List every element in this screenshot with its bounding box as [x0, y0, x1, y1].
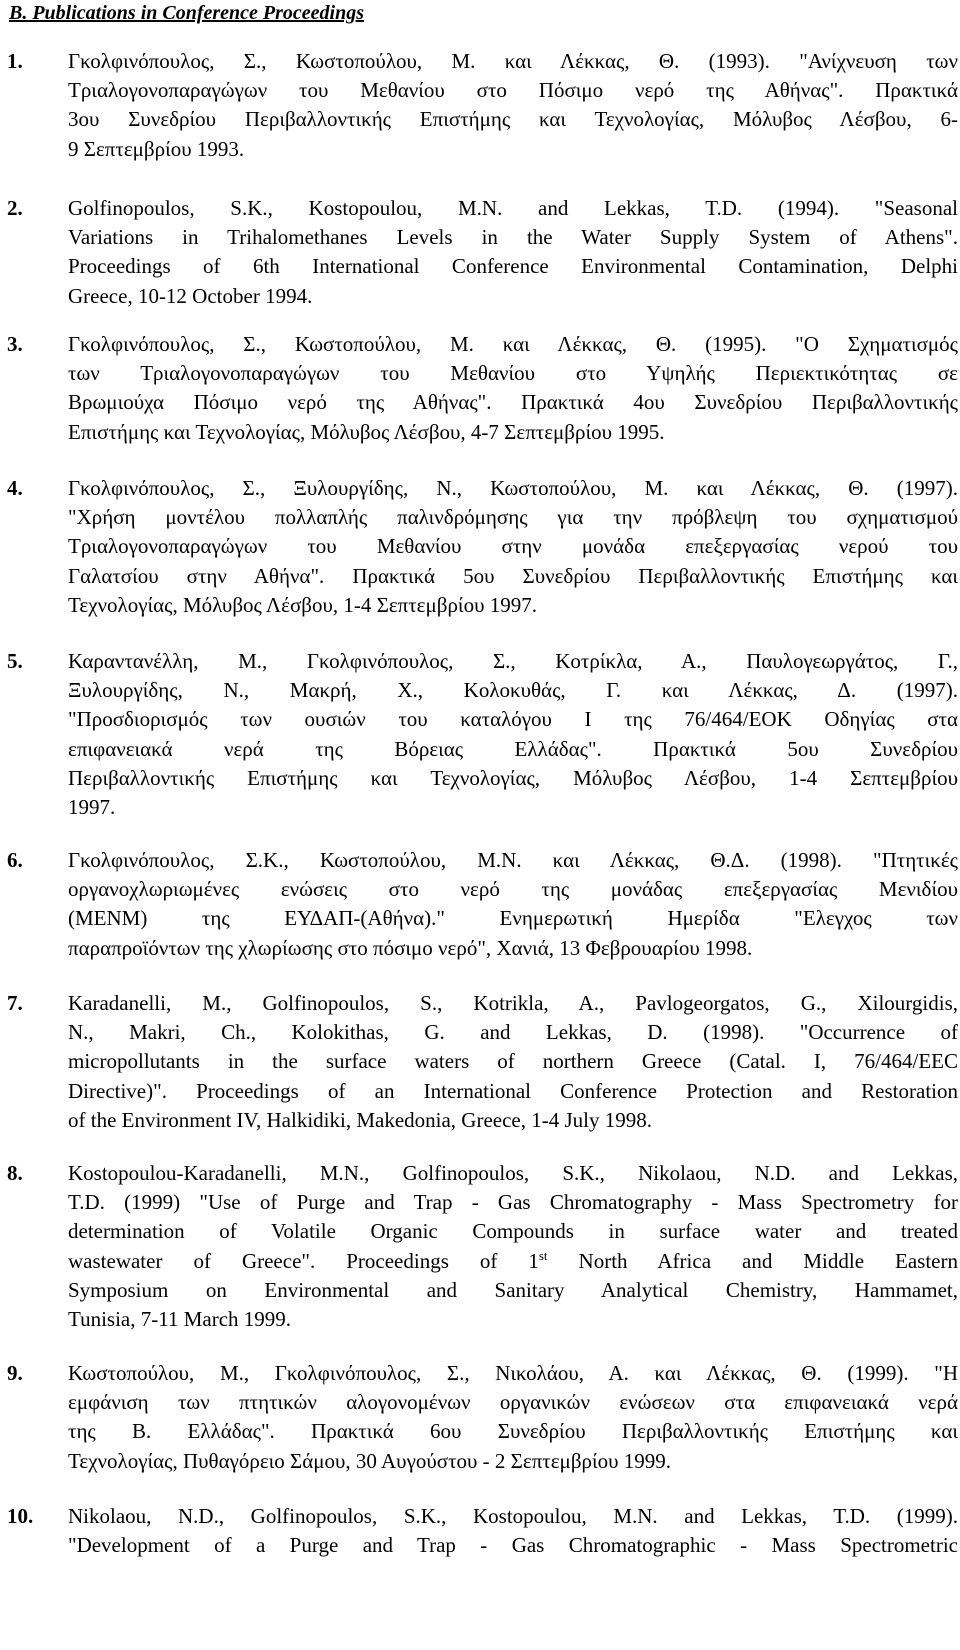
entry-line: Variations in Trihalomethanes Levels in the Water Supply System of Athens".: [68, 225, 958, 250]
entry-line: οργανοχλωριωμένες ενώσεις στο νερό της μονάδας επεξεργασίας Μενιδίου: [68, 877, 958, 902]
entry-line: Symposium on Environmental and Sanitary Analytical Chemistry, Hammamet,: [68, 1277, 958, 1302]
entry-line: Γκολφινόπουλος, Σ.Κ., Κωστοπούλου, Μ.Ν. και Λέκκας, Θ.Δ. (1998). "Πτητικές: [68, 848, 958, 872]
entry-line: Τεχνολογίας, Μόλυβος Λέσβου, 1-4 Σεπτεμβρίου 1997.: [68, 592, 537, 617]
entry-number: 1.: [7, 49, 23, 73]
entry-line: of the Environment IV, Halkidiki, Makedonia, Greece, 1-4 July 1998.: [68, 1107, 652, 1132]
entry-line: 9 Σεπτεμβρίου 1993.: [68, 136, 245, 161]
entry-line: 1997.: [68, 794, 116, 819]
entry-line: Tunisia, 7-11 March 1999.: [68, 1306, 292, 1331]
entry-line: Greece, 10-12 October 1994.: [68, 283, 313, 308]
entry-line: Επιστήμης και Τεχνολογίας, Μόλυβος Λέσβου, 4-7 Σεπτεμβρίου 1995.: [68, 419, 665, 444]
entry-line: "Προσδιορισμός των ουσιών του καταλόγου Ι της 76/464/ΕΟΚ Οδηγίας στα: [68, 707, 958, 732]
entry-line: Τριαλογονοπαραγώγων του Μεθανίου στο Πόσιμο νερό της Αθήνας". Πρακτικά: [68, 78, 958, 103]
entry-text: [68, 1502, 958, 1560]
entry-line: Περιβαλλοντικής Επιστήμης και Τεχνολογίας, Μόλυβος Λέσβου, 1-4 Σεπτεμβρίου: [68, 765, 958, 790]
entry-line: Directive)". Proceedings of an International Conference Protection and Restoration: [68, 1078, 958, 1103]
entry-number: 6.: [7, 848, 23, 872]
entry-line: Golfinopoulos, S.K., Kostopoulou, M.N. and Lekkas, T.D. (1994). "Seasonal: [68, 196, 958, 220]
entry-line: επιφανειακά νερά της Βόρειας Ελλάδας". Πρακτικά 5ου Συνεδρίου: [68, 736, 958, 761]
entry-number: 7.: [7, 991, 23, 1015]
entry-line: determination of Volatile Organic Compounds in surface water and treated: [68, 1219, 958, 1244]
entry-number: 5.: [7, 649, 23, 673]
entry-number: 4.: [7, 476, 23, 500]
entry-number: 3.: [7, 332, 23, 356]
entry-line: T.D. (1999) "Use of Purge and Trap - Gas Chromatography - Mass Spectrometry for: [68, 1190, 958, 1215]
entry-line: Ξυλουργίδης, Ν., Μακρή, Χ., Κολοκυθάς, Γ. και Λέκκας, Δ. (1997).: [68, 678, 958, 703]
entry-line: Γκολφινόπουλος, Σ., Κωστοπούλου, Μ. και Λέκκας, Θ. (1995). "Ο Σχηματισμός: [68, 332, 958, 356]
entry-line: Γκολφινόπουλος, Σ., Κωστοπούλου, Μ. και Λέκκας, Θ. (1993). "Ανίχνευση των: [68, 49, 958, 73]
entry-line: (ΜΕΝΜ) της ΕΥΔΑΠ-(Αθήνα)." Ενημερωτική Ημερίδα "Ελεγχος των: [68, 906, 958, 931]
entry-line: micropollutants in the surface waters of northern Greece (Catal. I, 76/464/EEC: [68, 1049, 958, 1074]
entry-text: [68, 1359, 958, 1476]
entry-number: 8.: [7, 1161, 23, 1185]
entry-line: της Β. Ελλάδας". Πρακτικά 6ου Συνεδρίου Περιβαλλοντικής Επιστήμης και: [68, 1419, 958, 1444]
entry-line: Κωστοπούλου, Μ., Γκολφινόπουλος, Σ., Νικολάου, Α. και Λέκκας, Θ. (1999). "Η: [68, 1361, 958, 1385]
entry-line: παραπροϊόντων της χλωρίωσης στο πόσιμο νερό", Χανιά, 13 Φεβρουαρίου 1998.: [68, 935, 753, 960]
entry-line: Γκολφινόπουλος, Σ., Ξυλουργίδης, Ν., Κωστοπούλου, Μ. και Λέκκας, Θ. (1997).: [68, 476, 958, 500]
entry-line: wastewater of Greece". Proceedings of 1st North Africa and Middle Eastern: [68, 1247, 958, 1273]
entry-text: [68, 647, 958, 822]
entry-line: N., Makri, Ch., Kolokithas, G. and Lekkas, D. (1998). "Occurrence of: [68, 1020, 958, 1045]
entry-line: Proceedings of 6th International Conference Environmental Contamination, Delphi: [68, 254, 958, 279]
entry-text: [68, 330, 958, 447]
entry-number: 9.: [7, 1361, 23, 1385]
entry-line: των Τριαλογονοπαραγώγων του Μεθανίου στο Υψηλής Περιεκτικότητας σε: [68, 361, 958, 386]
entry-number: 2.: [7, 196, 23, 220]
entry-text: [68, 1159, 958, 1334]
entry-line: Τριαλογονοπαραγώγων του Μεθανίου στην μονάδα επεξεργασίας νερού του: [68, 534, 958, 559]
entry-line: 3ου Συνεδρίου Περιβαλλοντικής Επιστήμης και Τεχνολογίας, Μόλυβος Λέσβου, 6-: [68, 107, 958, 132]
entry-text: [68, 846, 958, 963]
entry-line: Kostopoulou-Karadanelli, M.N., Golfinopoulos, S.K., Nikolaou, N.D. and Lekkas,: [68, 1161, 958, 1185]
entry-line: Καραντανέλλη, Μ., Γκολφινόπουλος, Σ., Κοτρίκλα, Α., Παυλογεωργάτος, Γ.,: [68, 649, 958, 673]
entry-text: [68, 474, 958, 620]
entry-line: "Χρήση μοντέλου πολλαπλής παλινδρόμησης για την πρόβλεψη του σχηματισμού: [68, 505, 958, 530]
entry-text: [68, 47, 958, 164]
entry-line: εμφάνιση των πτητικών αλογονομένων οργανικών ενώσεων στα επιφανειακά νερά: [68, 1390, 958, 1415]
entry-line: Τεχνολογίας, Πυθαγόρειο Σάμου, 30 Αυγούστου - 2 Σεπτεμβρίου 1999.: [68, 1448, 672, 1473]
entry-line: Nikolaou, N.D., Golfinopoulos, S.K., Kostopoulou, M.N. and Lekkas, T.D. (1999).: [68, 1504, 958, 1528]
superscript: st: [538, 1247, 548, 1263]
entry-text: [68, 989, 958, 1135]
entry-line: Karadanelli, M., Golfinopoulos, S., Kotrikla, A., Pavlogeorgatos, G., Xilourgidis,: [68, 991, 958, 1015]
entry-number: 10.: [7, 1504, 34, 1528]
entry-line: "Development of a Purge and Trap - Gas Chromatographic - Mass Spectrometric: [68, 1533, 958, 1558]
section-heading: B. Publications in Conference Proceedings: [9, 2, 364, 24]
entry-text: [68, 194, 958, 311]
entry-line: Γαλατσίου στην Αθήνα". Πρακτικά 5ου Συνεδρίου Περιβαλλοντικής Επιστήμης και: [68, 563, 958, 588]
entry-line: Βρωμιούχα Πόσιμο νερό της Αθήνας". Πρακτικά 4ου Συνεδρίου Περιβαλλοντικής: [68, 390, 958, 415]
